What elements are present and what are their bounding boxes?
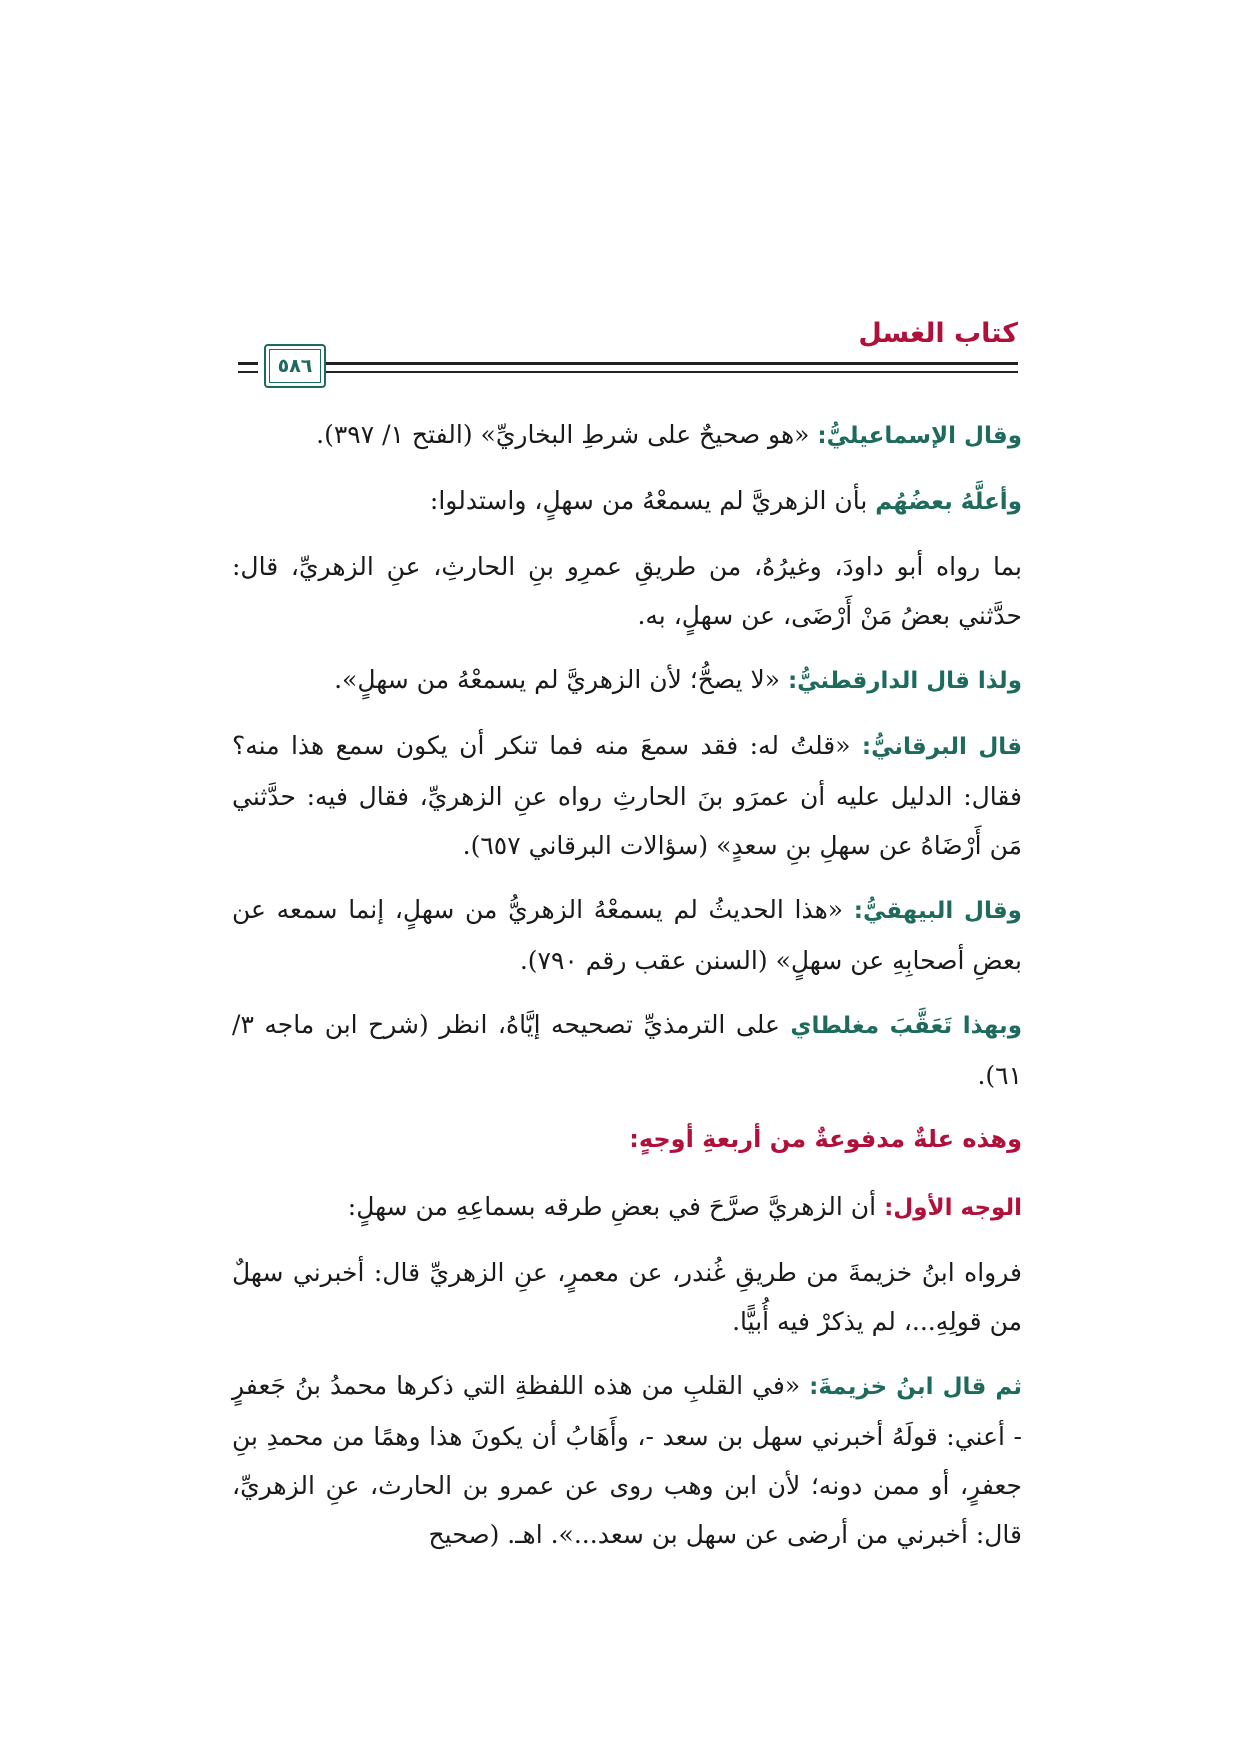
page-header	[238, 318, 1018, 398]
paragraph-text: «هو صحيحٌ على شرطِ البخاريِّ» (الفتح ١/ ٣٩٧).	[316, 420, 818, 449]
paragraph-daraqutni	[232, 655, 1022, 706]
header-rule-bottom	[324, 371, 1018, 373]
paragraph-text: على الترمذيِّ تصحيحه إيَّاهُ، انظر (شرح ابن ماجه ٣/ ٦١).	[232, 1010, 1022, 1090]
paragraph-key: وبهذا تَعَقَّبَ مغلطاي	[790, 1013, 1022, 1039]
section-heading: وهذه علةٌ مدفوعةٌ من أربعةِ أوجهٍ:	[629, 1125, 1022, 1153]
paragraph-abu-dawud	[232, 542, 1022, 640]
paragraph-text: أن الزهريَّ صرَّحَ في بعضِ طرقه بسماعِهِ من سهلٍ:	[347, 1192, 885, 1221]
paragraph-ismaili	[232, 410, 1022, 461]
paragraph-text: بأن الزهريَّ لم يسمعْهُ من سهلٍ، واستدلوا:	[429, 486, 876, 515]
paragraph-ibn-khuzayma-narration	[232, 1248, 1022, 1346]
book-title: كتاب الغسل	[858, 318, 1018, 349]
paragraph-key: وقال البيهقيُّ:	[853, 898, 1022, 924]
paragraph-key: ولذا قال الدارقطنيُّ:	[787, 668, 1022, 694]
paragraph-text: «قلتُ له: فقد سمعَ منه فما تنكر أن يكون سمع هذا منه؟ فقال: الدليل عليه أن عمرَو بنَ الحارثِ رواه عنِ الزهريِّ، فقال فيه: حدَّثني مَن أَرْضَاهُ عن سهلِ بنِ سعدٍ» (سؤالات البرقاني ٦٥٧).	[232, 731, 1022, 860]
header-rule-top	[324, 362, 1018, 365]
paragraph-mughlatai	[232, 1000, 1022, 1100]
paragraph-key: قال البرقانيُّ:	[861, 734, 1023, 760]
aspect-label: الوجه الأول:	[884, 1195, 1022, 1221]
header-rule-left-top	[238, 362, 258, 365]
paragraph-key: ثم قال ابنُ خزيمةَ:	[809, 1374, 1023, 1400]
paragraph-text: فرواه ابنُ خزيمةَ من طريقِ غُندر، عن معمرٍ، عنِ الزهريِّ قال: أخبرني سهلٌ من قولِهِ...، لم يذكرْ فيه أُبيًّا.	[232, 1258, 1022, 1336]
paragraph-text: «لا يصحُّ؛ لأن الزهريَّ لم يسمعْهُ من سهلٍ».	[334, 665, 788, 694]
paragraph-key: وقال الإسماعيليُّ:	[817, 423, 1022, 449]
paragraph-key: وأعلَّهُ بعضُهُم	[875, 489, 1022, 515]
paragraph-ilal	[232, 476, 1022, 527]
page-number: ٥٨٦	[277, 355, 313, 377]
page-number-box	[264, 344, 326, 388]
paragraph-bayhaqi	[232, 885, 1022, 985]
paragraph-ibn-khuzayma-quote	[232, 1361, 1022, 1559]
header-rule-left-bottom	[238, 371, 258, 373]
paragraph-barqani	[232, 721, 1022, 870]
paragraph-text: بما رواه أبو داودَ، وغيرُهُ، من طريقِ عمرِو بنِ الحارثِ، عنِ الزهريِّ، قال: حدَّثني بعضُ مَنْ أَرْضَى، عن سهلٍ، به.	[232, 552, 1022, 630]
page-body	[232, 410, 1022, 1574]
paragraph-text: «في القلبِ من هذه اللفظةِ التي ذكرها محمدُ بنُ جَعفرٍ - أعني: قولَهُ أخبرني سهل بن سعد -، وأَهَابُ أن يكونَ هذا وهمًا من محمدِ بنِ جعفرٍ، أو ممن دونه؛ لأن ابن وهب روى عن عمرو بن الحارث، عنِ الزهريِّ، قال: أخبرني من أرضى عن سهل بن سعد...». اهـ. (صحيح	[232, 1371, 1022, 1549]
paragraph-first-aspect	[232, 1182, 1022, 1233]
paragraph-text: «هذا الحديثُ لم يسمعْهُ الزهريُّ من سهلٍ، إنما سمعه عن بعضِ أصحابِهِ عن سهلٍ» (السنن عقب رقم ٧٩٠).	[232, 895, 1022, 975]
